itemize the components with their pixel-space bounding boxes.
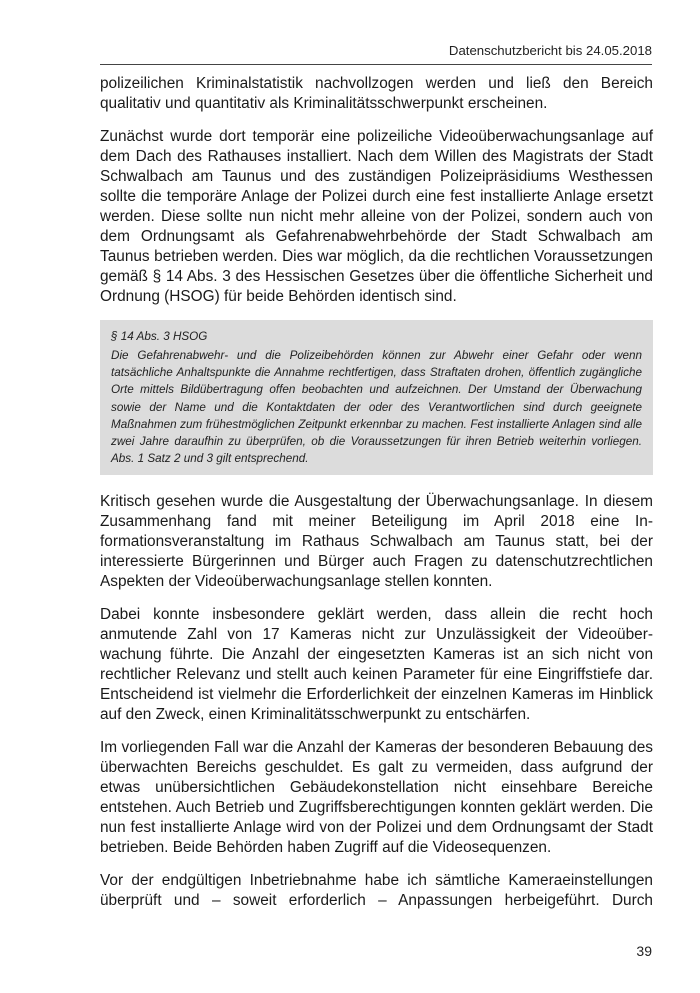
paragraph: Zunächst wurde dort temporär eine polizeiliche Videoüberwachungsanlage auf dem Dach des Rathauses installiert. Nach dem Willen des Magistrats der Stadt Schwalbach am Taunus und des zuständigen Polizeipräsidiums Westhessen sollte die temporäre Anlage der Polizei durch eine fest installierte Anlage ersetzt werden. Diese sollte nun nicht mehr alleine von der Polizei, sondern auch von dem Ordnungsamt als Gefahrenabwehrbehörde der Stadt Schwalbach am Taunus betrieben werden. Dies war möglich, da die rechtlichen Voraussetzungen gemäß § 14 Abs. 3 des Hessischen Gesetzes über die öffentliche Sicherheit und Ordnung (HSOG) für beide Behörden identisch sind.	[100, 127, 653, 306]
page-body	[100, 74, 653, 924]
report-title: Datenschutzbericht bis 24.05.2018	[448, 43, 652, 58]
paragraph: Dabei konnte insbesondere geklärt werden, dass allein die recht hoch anmutende Zahl von 17 Kameras nicht zur Unzulässigkeit der Videoüberwachung führte. Die Anzahl der eingesetzten Kameras ist an sich nicht von rechtlicher Relevanz und stellt auch keinen Parameter für eine Eingriffstiefe dar. Entscheidend ist vielmehr die Erforderlichkeit der einzelnen Kameras im Hinblick auf den Zweck, einen Kriminalitätsschwerpunkt zu entschärfen.	[100, 605, 653, 724]
law-quote-title: § 14 Abs. 3 HSOG	[111, 330, 208, 344]
law-quote-text: Die Gefahrenabwehr- und die Polizeibehörden können zur Abwehr einer Gefahr oder wenn tatsächliche Anhaltspunkte die Annahme rechtfertigen, dass Straftaten drohen, öffentlich zugängliche Orte mittels Bildübertragung offen beobachten und aufzeichnen. Der Umstand der Überwachung sowie der Name und die Kontaktdaten der oder des Verantwortlichen sind durch geeignete Maßnahmen zum frühestmöglichen Zeitpunkt erkennbar zu machen. Fest installierte Anlagen sind alle zwei Jahre daraufhin zu überprüfen, ob die Voraussetzungen für ihren Betrieb weiterhin vorliegen. Abs. 1 Satz 2 und 3 gilt entsprechend.	[111, 349, 642, 465]
running-header	[100, 42, 652, 65]
paragraph: Im vorliegenden Fall war die Anzahl der Kameras der besonderen Bebauung des überwachten Bereichs geschuldet. Es galt zu vermeiden, dass aufgrund der etwas unübersichtlichen Gebäudekonstellation nicht einsehbare Bereiche entstehen. Auch Betrieb und Zugriffsberechtigungen konnten geklärt werden. Die nun fest installierte Anlage wird von der Polizei und dem Ordnungsamt der Stadt betrieben. Beide Behörden haben Zugriff auf die Videosequenzen.	[100, 738, 653, 857]
paragraph: Kritisch gesehen wurde die Ausgestaltung der Überwachungsanlage. In diesem Zusammenhang fand mit meiner Beteiligung im April 2018 eine Informationsveranstaltung im Rathaus Schwalbach am Taunus statt, bei der interessierte Bürgerinnen und Bürger auch Fragen zu datenschutzrechtlichen Aspekten der Videoüberwachungsanlage stellen konnten.	[100, 492, 653, 591]
paragraph: polizeilichen Kriminalstatistik nachvollzogen werden und ließ den Bereich qualitativ und quantitativ als Kriminalitätsschwerpunkt erscheinen.	[100, 75, 653, 113]
paragraph: Vor der endgültigen Inbetriebnahme habe ich sämtliche Kameraeinstellungen überprüft und – soweit erforderlich – Anpassungen herbeigeführt. Durch	[100, 871, 653, 910]
law-quote-box	[100, 320, 653, 475]
page-number: 39	[636, 943, 652, 959]
